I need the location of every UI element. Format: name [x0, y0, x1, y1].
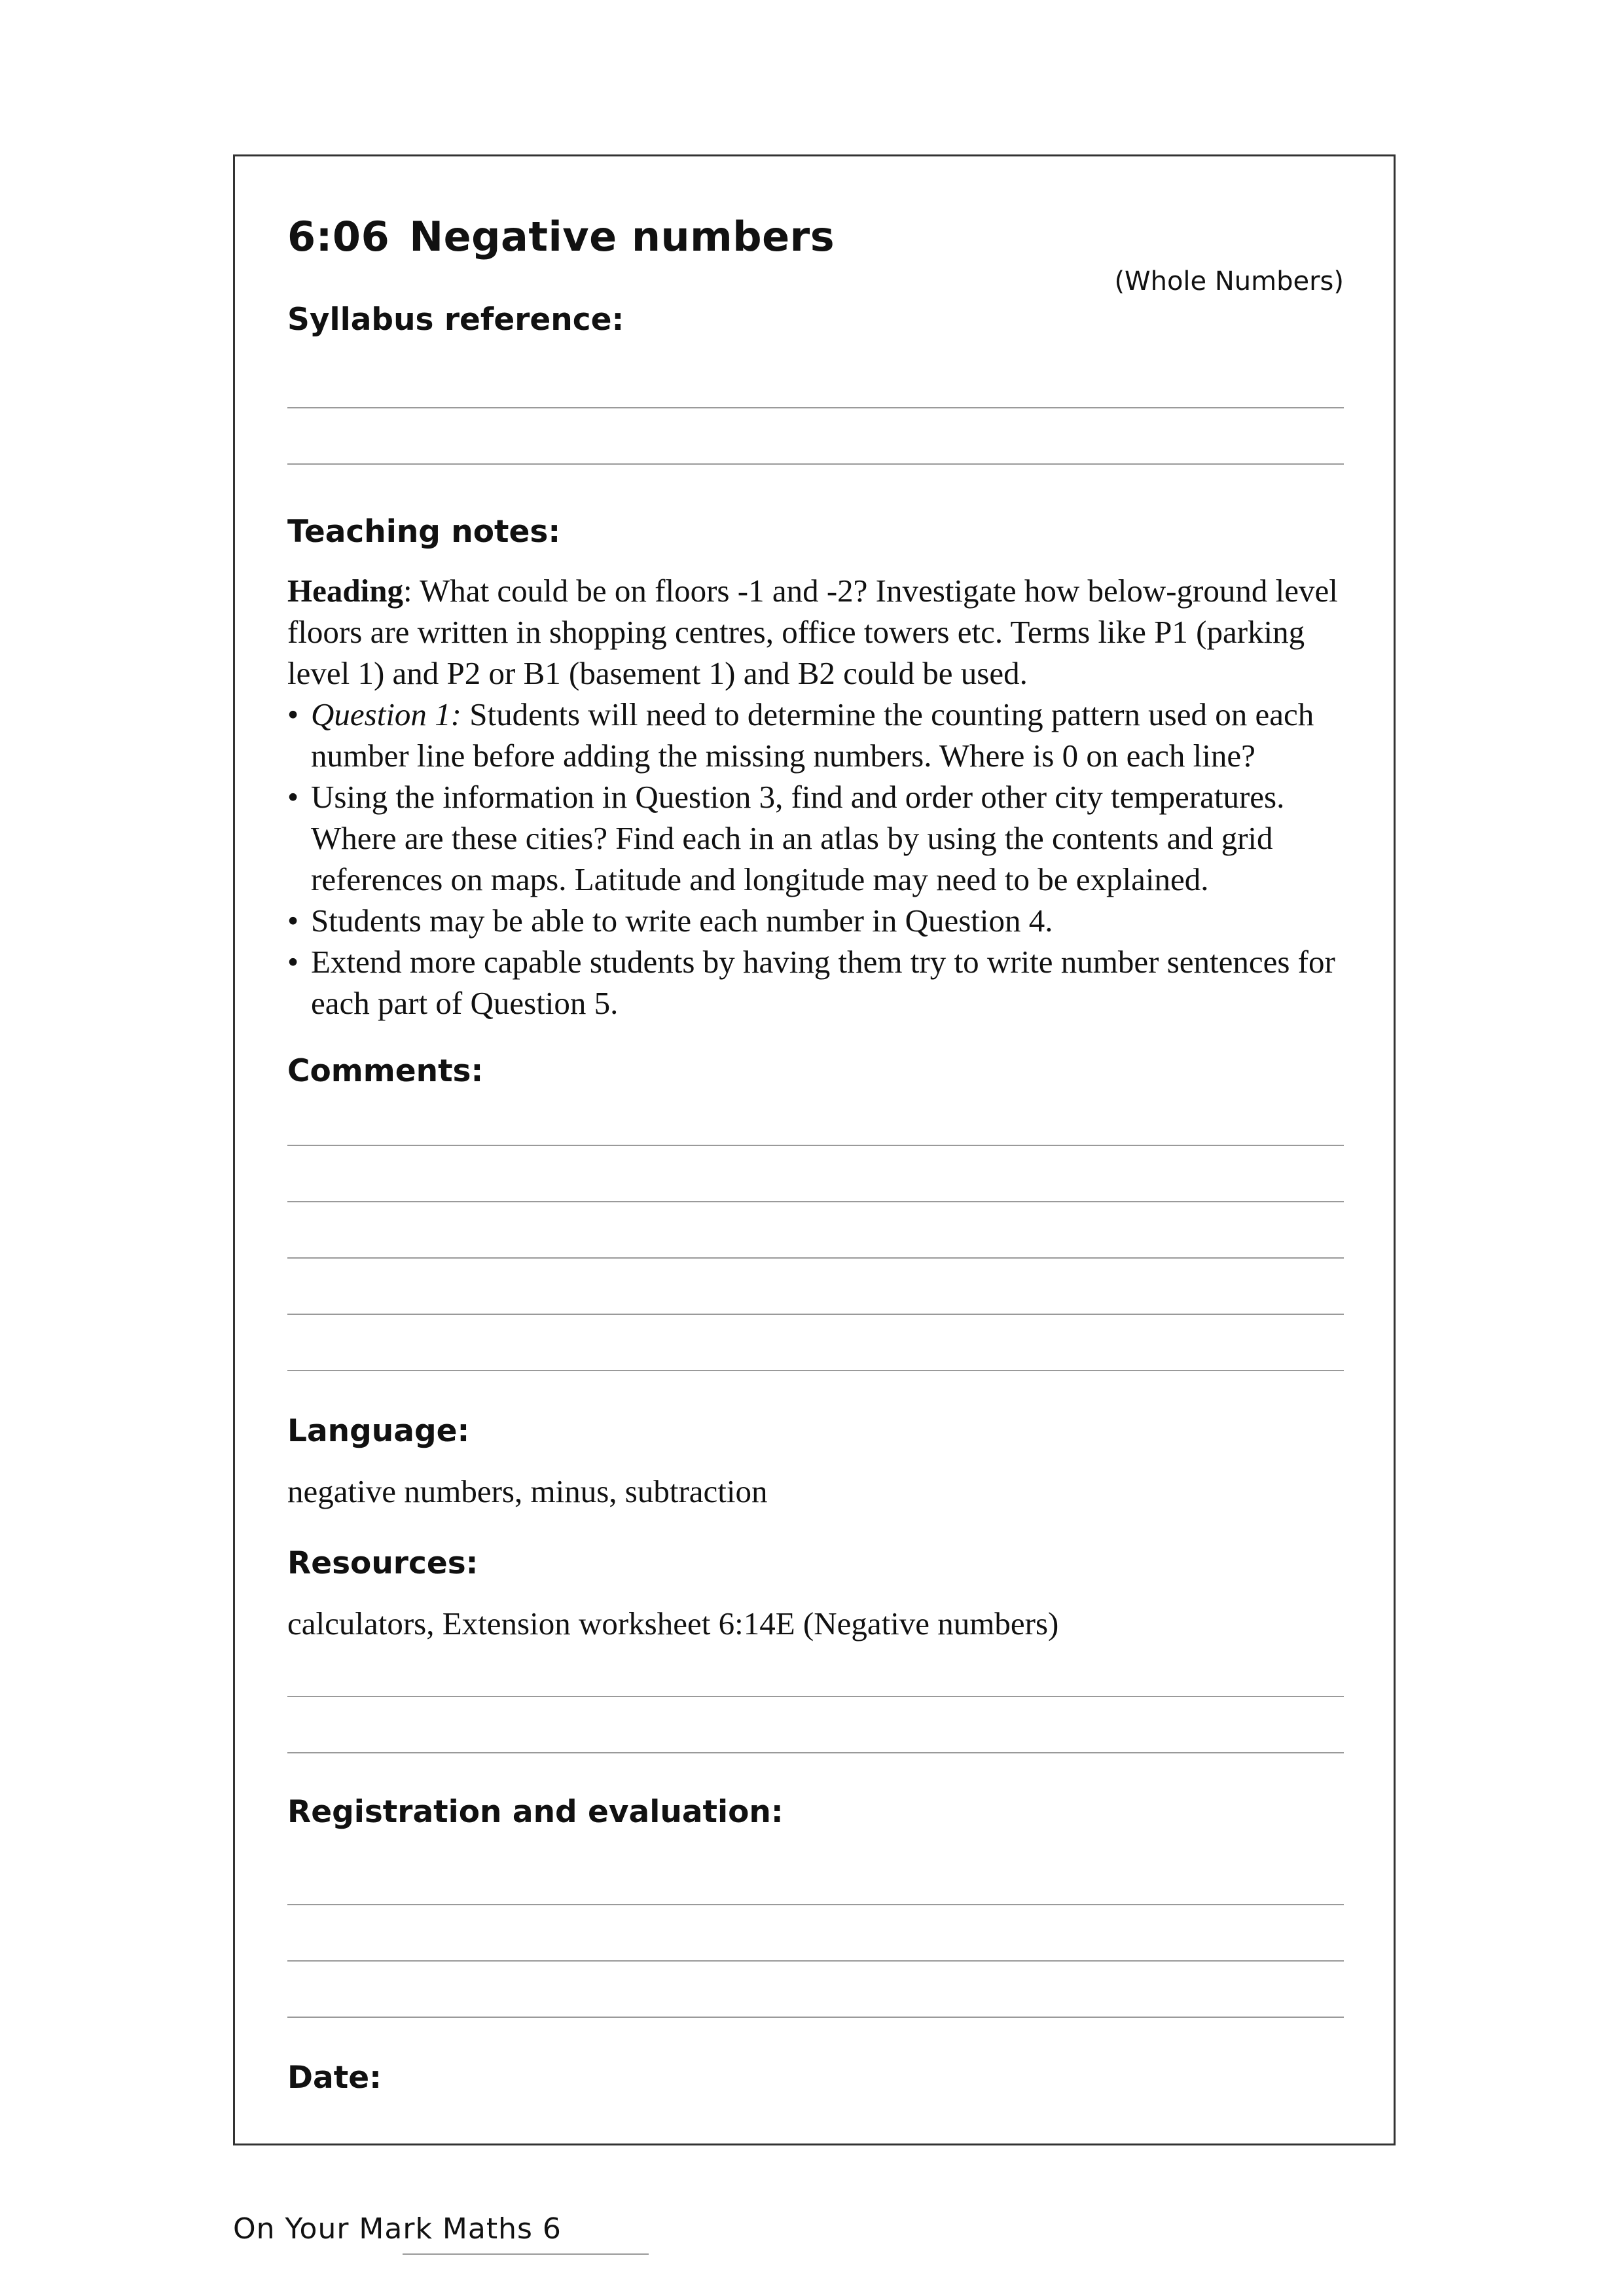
teaching-notes-heading: Teaching notes:: [287, 514, 561, 550]
resources-line-2: [287, 1752, 1344, 1753]
lesson-number: 6:06: [287, 213, 390, 260]
footer-book-title: On Your Mark Maths 6: [233, 2212, 562, 2246]
page-title: [287, 213, 835, 260]
language-text: negative numbers, minus, subtraction: [287, 1473, 768, 1509]
comments-line-3: [287, 1257, 1344, 1259]
teaching-note-text: Students will need to determine the counting pattern used on each number line before adding the missing numbers. Where is 0 on each line?: [311, 696, 1314, 774]
resources-heading: Resources:: [287, 1545, 478, 1581]
date-label: Date:: [287, 2060, 382, 2096]
comments-heading: Comments:: [287, 1053, 484, 1089]
comments-line-5: [287, 1370, 1344, 1371]
date-line: [403, 2253, 649, 2255]
teaching-notes-list: [287, 694, 1346, 1024]
heading-note-text: : What could be on floors -1 and -2? Investigate how below-ground level floors are written in shopping centres, office towers etc. Terms like P1 (parking level 1) and P2 or B1 (basement 1) and B2 could be used.: [287, 573, 1338, 691]
teaching-notes-body: [287, 570, 1346, 1024]
strand-label: (Whole Numbers): [1114, 266, 1344, 296]
teaching-note-item: • Using the information in Question 3, find and order other city temperatures. Where are these cities? Find each in an atlas by using the contents and grid references on maps. Latitude and longitude may need to be explained.: [287, 776, 1346, 900]
teaching-note-item: • Extend more capable students by having them try to write number sentences for each part of Question 5.: [287, 941, 1346, 1024]
comments-line-4: [287, 1314, 1344, 1315]
syllabus-line-2: [287, 463, 1344, 465]
syllabus-heading: Syllabus reference:: [287, 302, 624, 338]
heading-note-label: Heading: [287, 573, 403, 609]
question-ref: Question 1:: [311, 696, 461, 732]
comments-line-2: [287, 1201, 1344, 1202]
worksheet-frame: [233, 154, 1396, 2145]
registration-heading: Registration and evaluation:: [287, 1794, 784, 1830]
syllabus-line-1: [287, 407, 1344, 408]
teaching-note-item: [287, 694, 1346, 776]
resources-line-1: [287, 1696, 1344, 1697]
registration-line-3: [287, 2017, 1344, 2018]
lesson-title: Negative numbers: [409, 213, 835, 260]
resources-text: calculators, Extension worksheet 6:14E (Negative numbers): [287, 1605, 1059, 1641]
registration-line-1: [287, 1904, 1344, 1905]
comments-line-1: [287, 1145, 1344, 1146]
heading-note: [287, 570, 1346, 694]
language-heading: Language:: [287, 1413, 470, 1449]
registration-line-2: [287, 1960, 1344, 1962]
teaching-note-item: • Students may be able to write each number in Question 4.: [287, 900, 1346, 941]
